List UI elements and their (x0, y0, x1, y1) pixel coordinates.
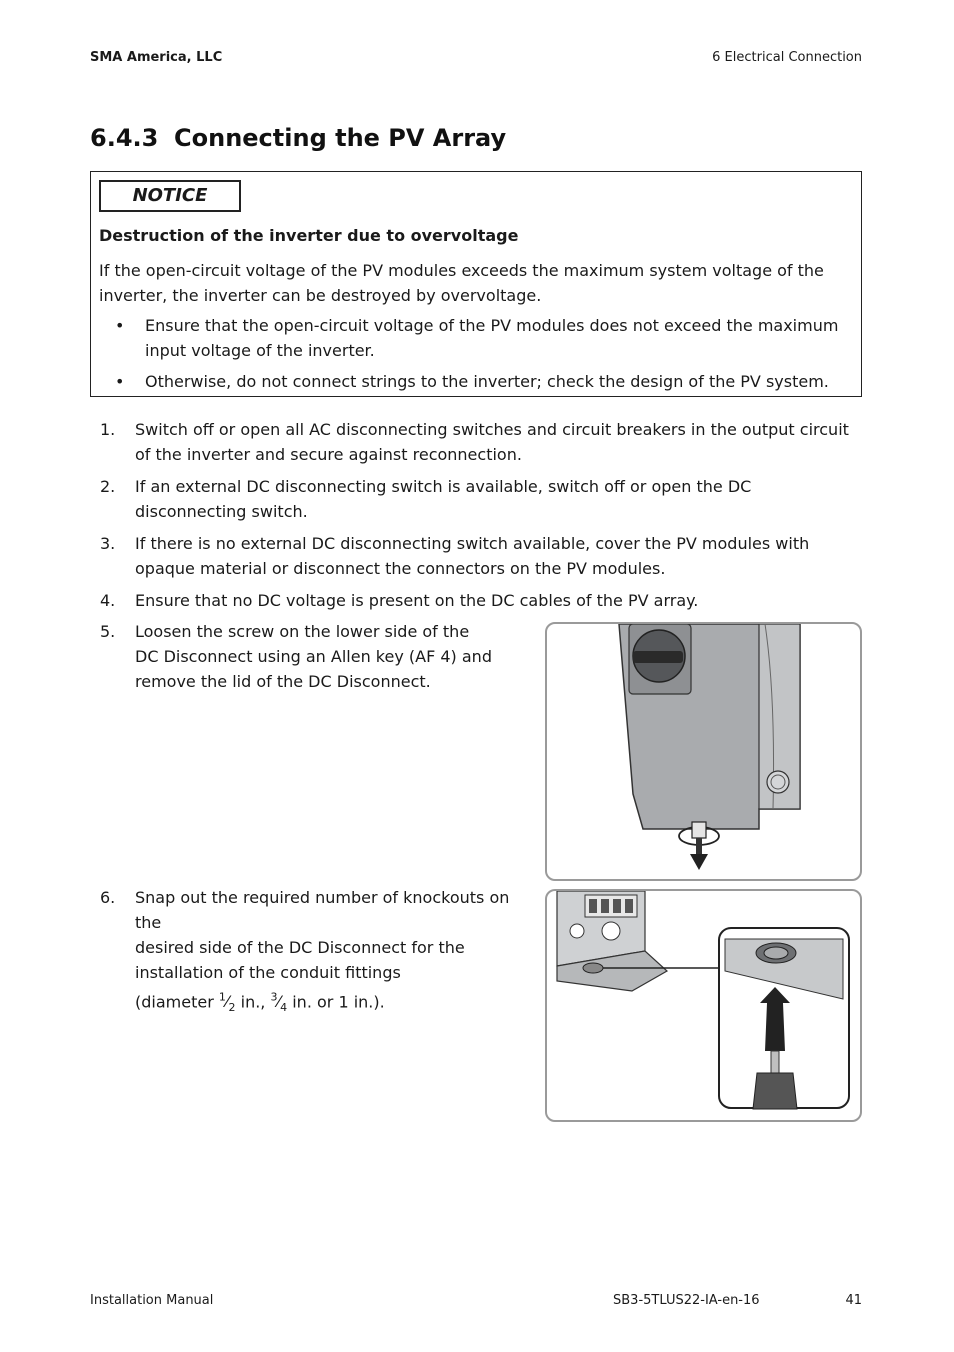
step-number: 1. (100, 420, 116, 439)
figure-remove-lid (545, 622, 862, 881)
diameter-prefix: (diameter (135, 992, 219, 1012)
step-number: 6. (100, 888, 116, 907)
notice-bullets (99, 313, 854, 400)
step-text: Switch off or open all AC disconnecting switches and circuit breakers in the output circuit of the inverter and secure against reconnection. (135, 420, 849, 464)
step-text-line: remove the lid of the DC Disconnect. (135, 672, 431, 691)
step-number: 3. (100, 534, 116, 553)
fraction-three-quarters: $^3⁄_4$ (270, 991, 288, 1015)
dc-disconnect-illustration (547, 624, 860, 879)
footer-page-number: 41 (845, 1293, 862, 1308)
step-list (90, 417, 862, 620)
fraction-half: $^1⁄_2$ (218, 991, 236, 1015)
notice-bullet-text: Ensure that the open-circuit voltage of the PV modules does not exceed the maximum input voltage of the inverter. (145, 316, 839, 360)
step-item (90, 474, 862, 524)
notice-bullet-text: Otherwise, do not connect strings to the inverter; check the design of the PV system. (145, 372, 829, 391)
step-text: If an external DC disconnecting switch is available, switch off or open the DC disconnecting switch. (135, 477, 752, 521)
step-text: If there is no external DC disconnecting switch available, cover the PV modules with opaque material or disconnect the connectors on the PV modules. (135, 534, 810, 578)
section-title (90, 124, 506, 152)
step-text-line: Loosen the screw on the lower side of the (135, 622, 470, 641)
fraction-numerator: 1 (218, 991, 226, 1004)
notice-label: NOTICE (99, 180, 241, 212)
step-number: 2. (100, 477, 116, 496)
figure-knockouts (545, 889, 862, 1122)
diameter-sep: in., (235, 992, 271, 1012)
section-title-text: Connecting the PV Array (174, 124, 507, 152)
step-text: Ensure that no DC voltage is present on the DC cables of the PV array. (135, 591, 699, 610)
step-text-line: DC Disconnect using an Allen key (AF 4) and (135, 647, 492, 666)
notice-box (90, 171, 862, 397)
diameter-suffix: in. or 1 in.). (287, 992, 385, 1012)
fraction-denominator: 2 (228, 1001, 236, 1015)
notice-bullet (99, 369, 854, 394)
step-item-6 (90, 885, 535, 1028)
bullet-dot: • (115, 372, 125, 391)
step-text-line: desired side of the DC Disconnect for the (135, 938, 465, 957)
step-text-line: installation of the conduit fittings (135, 963, 401, 982)
notice-text: If the open-circuit voltage of the PV modules exceeds the maximum system voltage of the inverter, the inverter can be destroyed by overvoltage. (99, 261, 824, 305)
notice-heading: Destruction of the inverter due to overvoltage (99, 226, 519, 245)
notice-bullet (99, 313, 854, 363)
fraction-denominator: 4 (280, 1001, 288, 1015)
step-text-line (135, 985, 535, 1021)
footer-manual-name: Installation Manual (90, 1293, 214, 1308)
step-item (90, 619, 530, 694)
fraction-numerator: 3 (270, 991, 278, 1004)
step-text-line: Snap out the required number of knockouts on the (135, 888, 510, 932)
step-item (90, 531, 862, 581)
knockout-illustration (547, 891, 860, 1120)
step-number: 5. (100, 622, 116, 641)
header-chapter: 6 Electrical Connection (712, 50, 862, 65)
step-item (90, 588, 862, 613)
step-number: 4. (100, 591, 116, 610)
step-item (90, 417, 862, 467)
header-company: SMA America, LLC (90, 50, 223, 65)
step-item-5 (90, 619, 530, 701)
step-item (90, 885, 535, 1021)
footer-doc-id: SB3-5TLUS22-IA-en-16 (613, 1293, 760, 1308)
section-number: 6.4.3 (90, 124, 159, 152)
bullet-dot: • (115, 316, 125, 335)
